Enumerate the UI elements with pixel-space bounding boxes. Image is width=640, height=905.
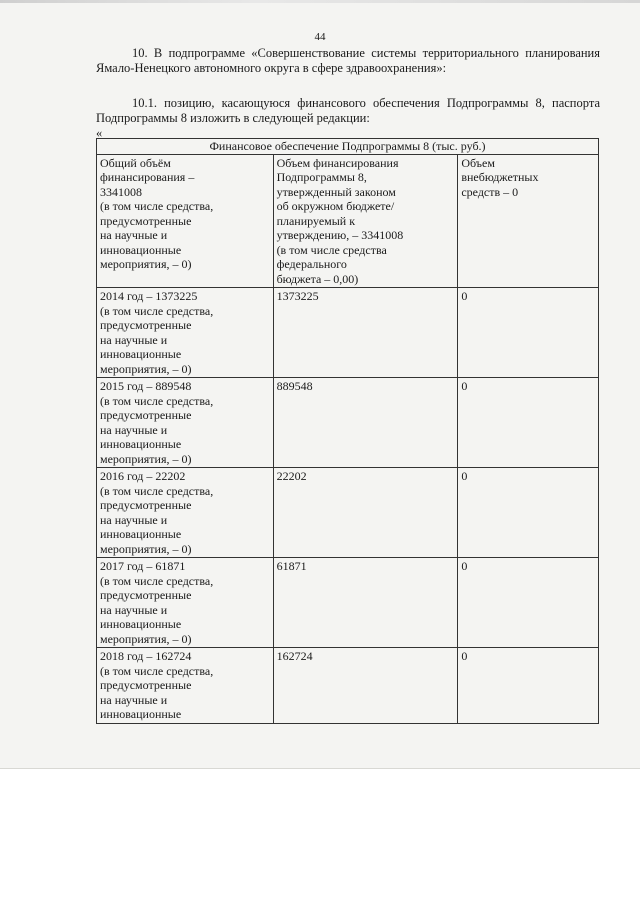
table-header-row: [97, 154, 599, 288]
row-year-cell: [97, 468, 274, 558]
cell-line: (в том числе средства,: [100, 483, 214, 498]
cell-line: внебюджетных: [461, 170, 539, 184]
paragraph-10-1: 10.1. позицию, касающуюся финансового обеспечения Подпрограммы 8, паспорта Подпрограммы 8 изложить в следующей редакции:: [96, 96, 600, 125]
table-row: [97, 468, 599, 558]
cell-line: инновационные: [100, 527, 182, 541]
header-extrabudget-volume: [458, 154, 599, 288]
cell-line: Подпрограммы 8,: [276, 170, 367, 184]
row-year-cell: [97, 378, 274, 468]
cell-line: инновационные: [100, 437, 182, 451]
cell-line: предусмотренные: [100, 213, 192, 228]
cell-line: бюджета – 0,00): [276, 271, 359, 286]
cell-line: 2014 год – 1373225: [100, 289, 198, 303]
cell-line: средств – 0: [461, 184, 519, 199]
cell-line: на научные и: [100, 512, 168, 527]
row-extrabudget-cell: 0: [458, 648, 599, 724]
cell-line: об окружном бюджете/: [276, 199, 395, 213]
table-caption: Финансовое обеспечение Подпрограммы 8 (тыс. руб.): [97, 139, 599, 155]
cell-line: федерального: [276, 257, 347, 271]
row-budget-cell: 162724: [273, 648, 458, 724]
cell-line: инновационные: [100, 617, 182, 631]
cell-line: мероприятия, – 0): [100, 541, 192, 556]
cell-line: 2016 год – 22202: [100, 469, 186, 483]
cell-line: на научные и: [100, 692, 168, 707]
row-year-cell: [97, 648, 274, 724]
cell-line: предусмотренные: [100, 318, 192, 332]
cell-line: планируемый к: [276, 213, 356, 228]
header-total-volume: [97, 154, 274, 288]
cell-line: Общий объём: [100, 155, 171, 170]
cell-line: 2015 год – 889548: [100, 379, 192, 393]
financing-table: [96, 138, 599, 724]
cell-line: мероприятия, – 0): [100, 257, 192, 271]
cell-line: на научные и: [100, 332, 168, 347]
row-extrabudget-cell: 0: [458, 288, 599, 378]
cell-line: мероприятия, – 0): [100, 631, 192, 646]
paragraph-10: 10. В подпрограмме «Совершенствование системы территориального планирования Ямало-Ненецкого автономного округа в сфере здравоохранения»:: [96, 46, 600, 75]
cell-line: (в том числе средства: [276, 242, 387, 257]
table-row: [97, 288, 599, 378]
row-budget-cell: 61871: [273, 558, 458, 648]
cell-line: утверждению, – 3341008: [276, 228, 404, 242]
cell-line: финансирования –: [100, 170, 195, 184]
cell-line: Объем финансирования: [276, 155, 399, 170]
cell-line: Объем: [461, 155, 495, 170]
table-row: [97, 648, 599, 724]
cell-line: 3341008: [100, 184, 142, 199]
cell-line: мероприятия, – 0): [100, 361, 192, 376]
scan-edge: [0, 0, 640, 3]
row-budget-cell: 1373225: [273, 288, 458, 378]
cell-line: инновационные: [100, 242, 182, 257]
cell-line: предусмотренные: [100, 498, 192, 512]
row-extrabudget-cell: 0: [458, 558, 599, 648]
cell-line: (в том числе средства,: [100, 199, 214, 213]
cell-line: инновационные: [100, 347, 182, 361]
cell-line: 2017 год – 61871: [100, 559, 186, 573]
header-budget-volume: [273, 154, 458, 288]
cell-line: 2018 год – 162724: [100, 649, 192, 663]
cell-line: (в том числе средства,: [100, 663, 214, 678]
cell-line: предусмотренные: [100, 408, 192, 422]
row-extrabudget-cell: 0: [458, 378, 599, 468]
row-year-cell: [97, 558, 274, 648]
cell-line: (в том числе средства,: [100, 303, 214, 318]
cell-line: (в том числе средства,: [100, 573, 214, 588]
row-year-cell: [97, 288, 274, 378]
row-extrabudget-cell: 0: [458, 468, 599, 558]
cell-line: предусмотренные: [100, 588, 192, 602]
cell-line: на научные и: [100, 602, 168, 617]
page-number: 44: [314, 31, 326, 43]
cell-line: мероприятия, – 0): [100, 451, 192, 466]
cell-line: (в том числе средства,: [100, 393, 214, 408]
row-budget-cell: 22202: [273, 468, 458, 558]
cell-line: на научные и: [100, 422, 168, 437]
cell-line: предусмотренные: [100, 678, 192, 692]
opening-quote: «: [96, 126, 103, 140]
cell-line: инновационные: [100, 707, 182, 721]
table-row: [97, 558, 599, 648]
cell-line: на научные и: [100, 228, 168, 242]
row-budget-cell: 889548: [273, 378, 458, 468]
cell-line: утвержденный законом: [276, 184, 396, 199]
table-row: [97, 378, 599, 468]
